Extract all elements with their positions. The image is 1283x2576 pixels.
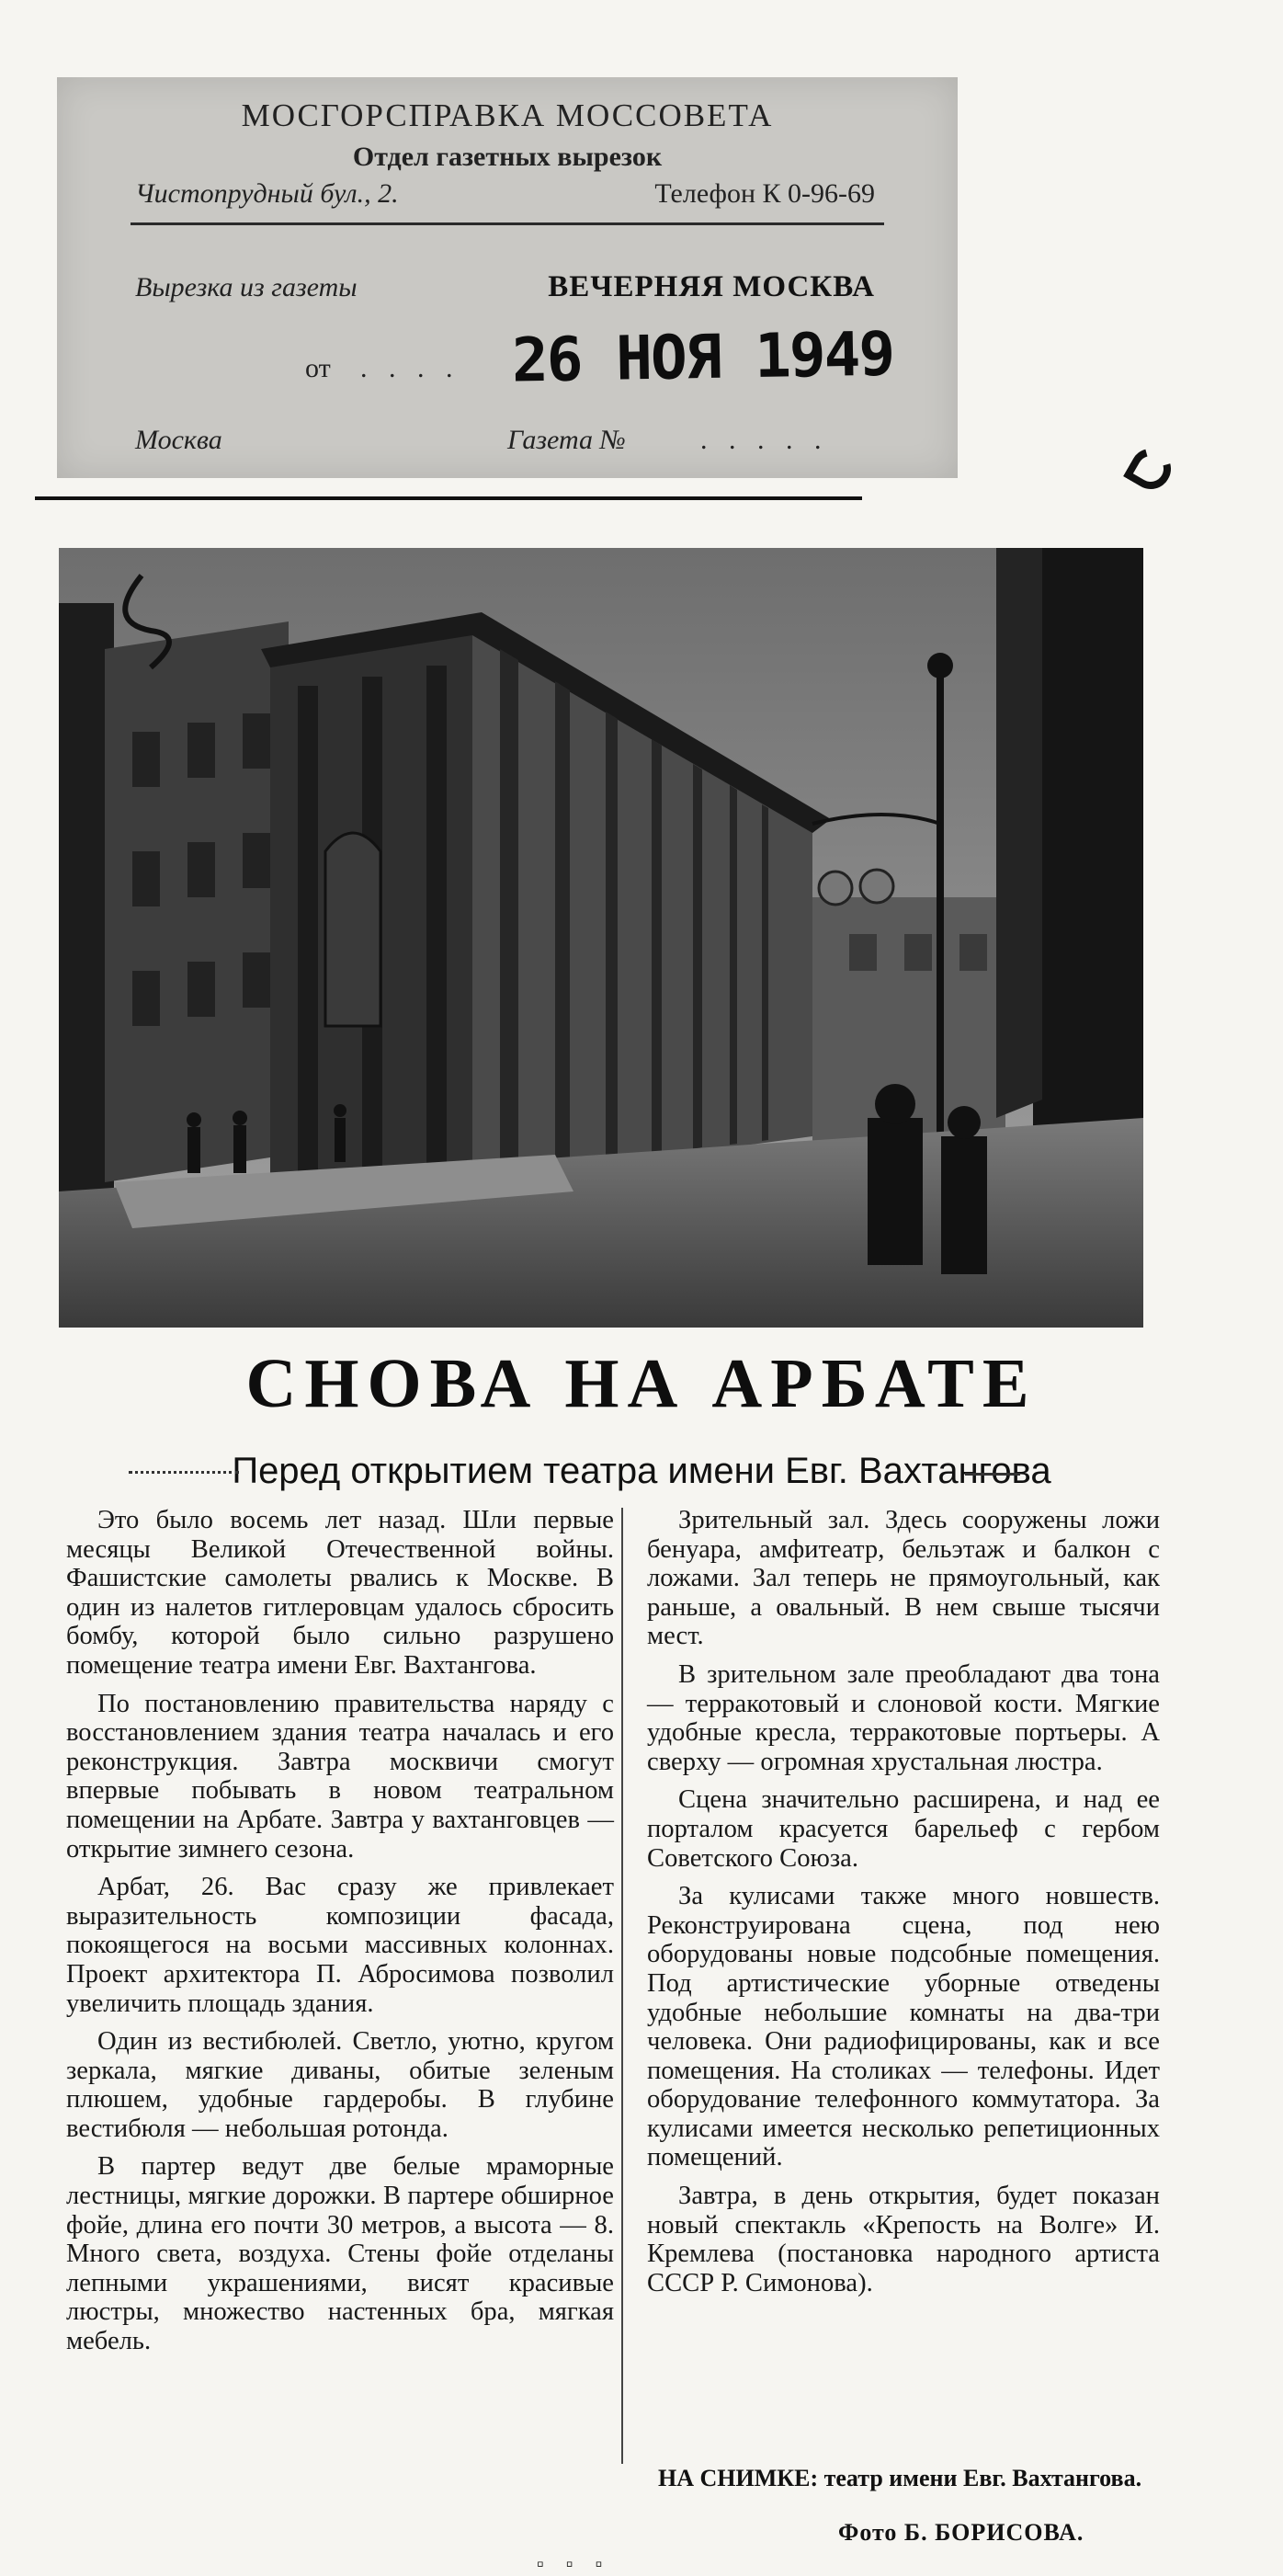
stamp-city: Москва [135,425,222,455]
paragraph: В партер ведут две белые мраморные лестницы, мягкие дорожки. В партере обширное фойе, длина его почти 30 метров, а высота — 8. Много света, воздуха. Стены фойе отделаны лепными украшениями, висят красивые люстры, множество настенных бра, мягкая мебель. [66,2152,614,2356]
paragraph: Завтра, в день открытия, будет показан новый спектакль «Крепость на Волге» И. Кремлева (постановка народного артиста СССР Р. Симонова). [647,2182,1160,2297]
subhead-dash-right [965,1473,1020,1476]
clipping-stamp [57,77,958,478]
paragraph: По постановлению правительства наряду с восстановлением здания театра началась и его реконструкция. Завтра москвичи смогут впервые побывать в новом театральном помещении на Арбате. Завтра у вахтанговцев — открытие зимнего сезона. [66,1689,614,1864]
paragraph: Один из вестибюлей. Светло, уютно, кругом зеркала, мягкие диваны, обитые зеленым плюшем, удобные гардеробы. В глубине вестибюля — небольшая ротонда. [66,2027,614,2143]
article-column-left [66,1506,614,2365]
article-headline: СНОВА НА АРБАТЕ [245,1345,1038,1422]
theatre-building-photo-icon [59,548,1143,1328]
photo-credit: Фото Б. БОРИСОВА. [838,2519,1084,2546]
paragraph: Это было восемь лет назад. Шли первые месяцы Великой Отечественной войны. Фашистские самолеты рвались к Москве. В один из налетов гитлеровцам удалось сбросить бомбу, которой было сильно разрушено помещение театра имени Евг. Вахтангова. [66,1506,614,1680]
stamp-dots: . . . . [360,353,460,383]
photo-caption: НА СНИМКЕ: театр имени Евг. Вахтангова. [658,2465,1142,2491]
paragraph: Зрительный зал. Здесь сооружены ложи бенуара, амфитеатр, бельэтаж и балкон с ложами. Зал теперь не прямоугольный, как раньше, а овальный. В нем свыше тысячи мест. [647,1506,1160,1651]
stamp-organization: МОСГОРСПРАВКА МОССОВЕТА [241,97,774,133]
stamp-address: Чистопрудный бул., 2. [135,178,399,209]
stamp-newspaper-name: ВЕЧЕРНЯЯ МОСКВА [548,270,875,303]
stamp-gazette-label: Газета № [507,425,626,455]
stamp-from-label: от [305,353,331,383]
paragraph: Арбат, 26. Вас сразу же привлекает выразительность композиции фасада, покоящегося на восьми массивных колоннах. Проект архитектора П. Абросимова позволил увеличить площадь здания. [66,1873,614,2018]
top-rule [35,496,862,500]
article-subheadline [0,1451,1283,1492]
bottom-marks: ▫▫▫ [537,2552,625,2575]
paragraph: В зрительном зале преобладают два тона — терракотовый и слоновой кости. Мягкие удобные кресла, терракотовые портьеры. А сверху — огромная хрустальная люстра. [647,1659,1160,1776]
scan-edge-mark [1123,441,1178,496]
column-divider [621,1508,623,2464]
article-column-right [647,1506,1160,2307]
stamp-date: 26 НОЯ 1949 [511,318,894,396]
stamp-phone: Телефон К 0-96-69 [654,178,875,209]
stamp-gazette-dots: . . . . . [700,425,829,455]
theatre-photo [59,548,1143,1328]
stamp-rule [131,222,884,225]
paragraph: Сцена значительно расширена, и над ее порталом красуется барельеф с гербом Советского Союза. [647,1785,1160,1873]
article-subheadline-text: Перед открытием театра имени Евг. Вахтангова [232,1451,1051,1491]
stamp-clip-label: Вырезка из газеты [135,272,358,302]
stamp-department: Отдел газетных вырезок [352,142,663,172]
subhead-dash-left [129,1471,239,1474]
paragraph: За кулисами также много новшеств. Реконструирована сцена, под нею оборудованы новые подсобные помещения. Под артистические уборные отведены удобные небольшие комнаты на два-три человека. Они радиофицированы, как и все помещения. На столиках — телефоны. Идет оборудование телефонного коммутатора. За кулисами имеется несколько репетиционных помещений. [647,1882,1160,2172]
